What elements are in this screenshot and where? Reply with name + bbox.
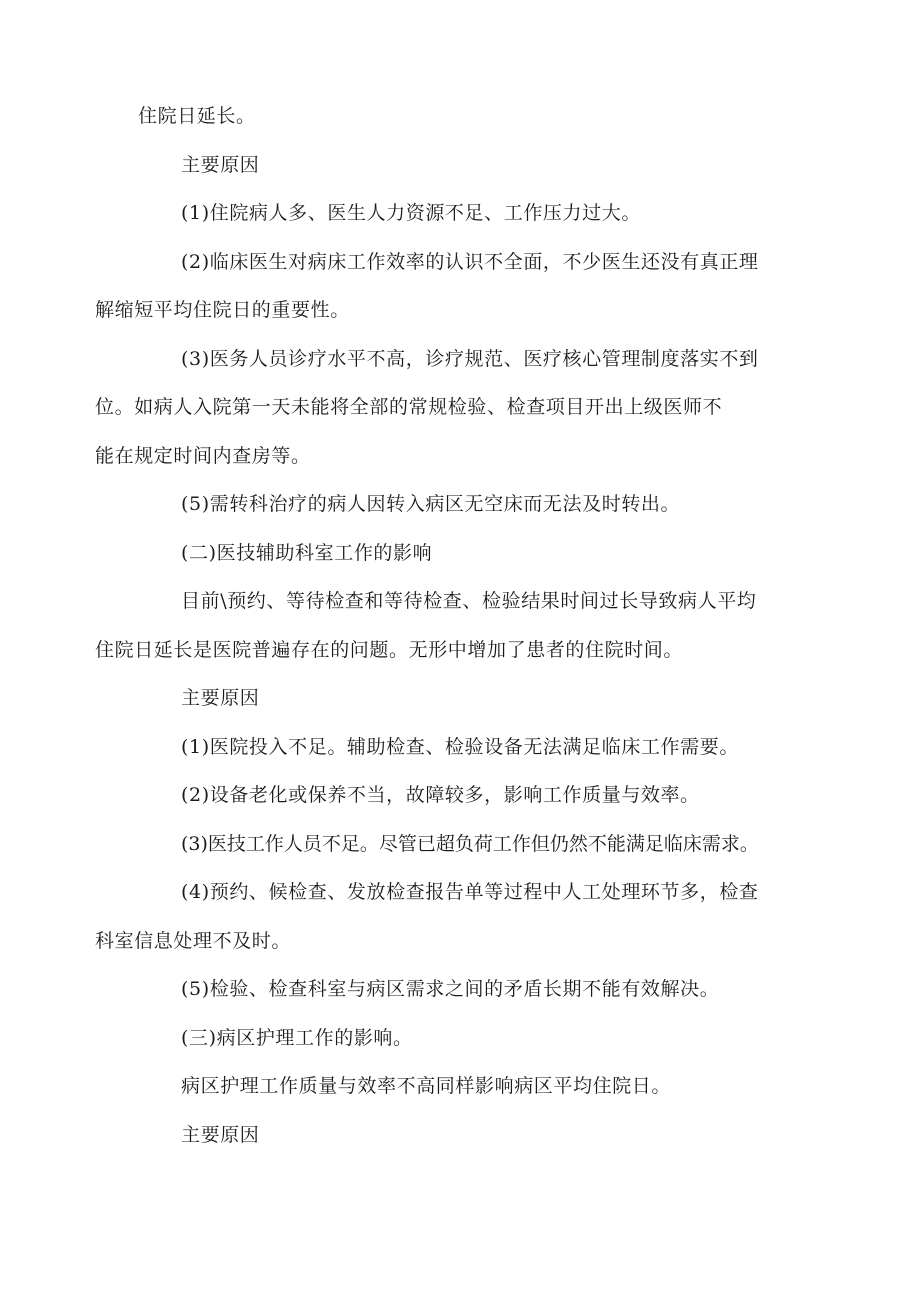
text-line: 主要原因	[181, 153, 260, 176]
paragraph-9-heading	[138, 674, 788, 723]
text-line: (1)住院病人多、医生人力资源不足、工作压力过大。	[181, 202, 641, 224]
section-heading-3	[138, 1014, 788, 1063]
paragraph-13	[95, 868, 788, 965]
paragraph-1	[138, 92, 788, 141]
text-line: 位。如病人入院第一天未能将全部的常规检验、检查项目开出上级医师不	[95, 396, 723, 418]
paragraph-8	[95, 577, 788, 674]
text-line: (2)设备老化或保养不当，故障较多，影响工作质量与效率。	[181, 784, 700, 806]
text-line: 主要原因	[181, 1123, 260, 1146]
paragraph-17-heading	[138, 1111, 788, 1160]
text-line: (3)医务人员诊疗水平不高，诊疗规范、医疗核心管理制度落实不到	[181, 347, 759, 370]
paragraph-11	[138, 771, 788, 820]
text-line: (4)预约、候检查、发放检查报告单等过程中人工处理环节多，检查	[181, 881, 759, 903]
paragraph-12	[138, 820, 788, 869]
text-line: 解缩短平均住院日的重要性。	[95, 299, 350, 321]
document-page	[95, 92, 788, 1159]
text-line: (3)医技工作人员不足。尽管已超负荷工作但仍然不能满足临床需求。	[181, 832, 759, 855]
text-line: (5)检验、检查科室与病区需求之间的矛盾长期不能有效解决。	[181, 978, 720, 1000]
text-line: 目前\预约、等待检查和等待检查、检验结果时间过长导致病人平均	[181, 590, 757, 612]
paragraph-2-heading	[138, 141, 788, 190]
paragraph-5	[95, 335, 788, 481]
paragraph-10	[138, 723, 788, 772]
paragraph-4	[95, 238, 788, 335]
paragraph-16	[138, 1062, 788, 1111]
text-line: (二)医技辅助科室工作的影响	[181, 541, 433, 564]
text-line: 主要原因	[181, 687, 260, 709]
text-line: (1)医院投入不足。辅助检查、检验设备无法满足临床工作需要。	[181, 735, 739, 758]
text-line: 病区护理工作质量与效率不高同样影响病区平均住院日。	[181, 1075, 672, 1097]
paragraph-14	[138, 965, 788, 1014]
text-line: (2)临床医生对病床工作效率的认识不全面，不少医生还没有真正理	[181, 250, 759, 273]
paragraph-6	[138, 480, 788, 529]
text-line: 住院日延长。	[138, 105, 256, 127]
text-line: (5)需转科治疗的病人因转入病区无空床而无法及时转出。	[181, 493, 681, 515]
text-line: 住院日延长是医院普遍存在的问题。无形中增加了患者的住院时间。	[95, 638, 684, 661]
text-line: 科室信息处理不及时。	[95, 929, 292, 952]
section-heading-2	[138, 529, 788, 578]
paragraph-3	[138, 189, 788, 238]
text-line: 能在规定时间内查房等。	[95, 444, 311, 467]
text-line: (三)病区护理工作的影响。	[181, 1026, 413, 1049]
